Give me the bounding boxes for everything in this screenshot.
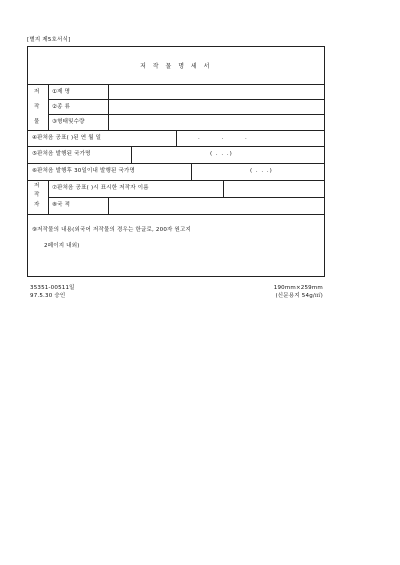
column-line [108, 84, 109, 130]
author-display-name-label: ⑦판처음 공표( )시 표시한 저작자 이름 [52, 185, 149, 191]
section-author-side-label: 저 [34, 183, 40, 189]
first-publication-date-label: ④판처음 공표( )된 연 월 일 [32, 135, 102, 141]
author-display-name-field[interactable] [228, 185, 320, 193]
divider [28, 180, 324, 181]
section-author-side-label: 자 [34, 202, 40, 208]
work-form-field[interactable] [112, 119, 320, 127]
approval-date: 97.5.30 승인 [30, 293, 66, 299]
column-line [48, 180, 49, 214]
published-country-field[interactable]: ( . . .) [210, 151, 233, 157]
column-line [223, 180, 224, 197]
column-line [48, 84, 49, 130]
column-line [108, 197, 109, 214]
work-type-field[interactable] [112, 104, 320, 112]
divider [28, 214, 324, 215]
column-line [176, 130, 177, 146]
form-number-label: [별지 제5호서식] [27, 37, 71, 43]
first-publication-date-field[interactable]: . . . [198, 135, 257, 141]
divider [48, 197, 324, 198]
work-form-label: ③형태및수량 [52, 119, 85, 125]
published-country-label: ⑤판처음 발행된 국가명 [32, 151, 91, 157]
column-line [131, 146, 132, 163]
work-title-field[interactable] [112, 89, 320, 97]
form-title: 저 작 물 명 세 서 [140, 63, 212, 70]
author-nationality-field[interactable] [112, 202, 320, 210]
author-nationality-label: ⑧국 적 [52, 202, 71, 208]
column-line [191, 163, 192, 180]
section-author-side-label: 작 [34, 192, 40, 198]
section-work-side-label: 물 [34, 119, 40, 125]
divider [28, 146, 324, 147]
work-type-label: ②종 류 [52, 104, 71, 110]
section-work-side-label: 작 [34, 104, 40, 110]
form-sheet [27, 46, 325, 277]
form-code: 35351-00511일 [30, 285, 75, 291]
divider [28, 84, 324, 85]
within-30-days-field[interactable]: ( . . .) [250, 168, 273, 174]
divider [28, 163, 324, 164]
divider [48, 99, 324, 100]
work-title-label: ①제 명 [52, 89, 71, 95]
within-30-days-label: ⑥판처음 발행후 30일이내 발행된 국가명 [32, 168, 136, 174]
section-work-side-label: 저 [34, 89, 40, 95]
paper-size: 190mm×259mm [273, 285, 323, 291]
content-description-label: ⑨저작물의 내용(외국어 저작물의 경우는 한글로, 200자 원고지 [32, 227, 192, 233]
divider [48, 114, 324, 115]
content-description-label-cont: 2페이지 내외) [44, 243, 80, 249]
content-description-field[interactable] [32, 257, 320, 273]
paper-type: (신문용지 54g/㎡) [275, 293, 323, 299]
